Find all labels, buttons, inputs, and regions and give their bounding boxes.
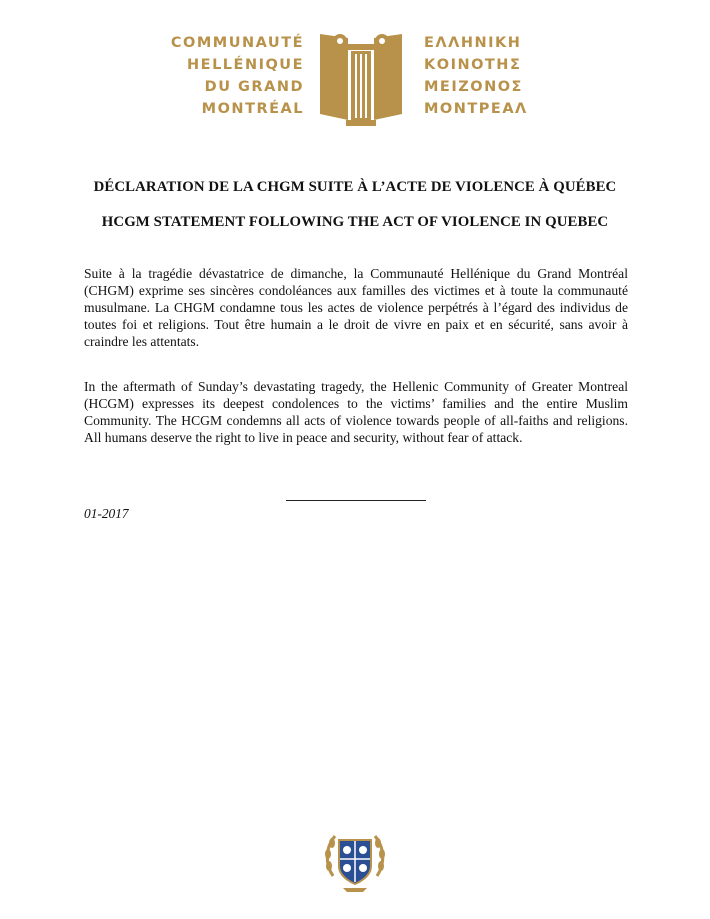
- letterhead-line: DU GRAND: [204, 79, 304, 95]
- english-title: HCGM STATEMENT FOLLOWING THE ACT OF VIOLENCE IN QUEBEC: [101, 214, 609, 230]
- document-date: 01-2017: [84, 506, 129, 521]
- letterhead-line: HELLÉNIQUE: [187, 57, 304, 73]
- letterhead-line: ΕΛΛΗΝΙΚΗ: [424, 35, 522, 51]
- letterhead-greek-name: [424, 32, 528, 120]
- french-title: DÉCLARATION DE LA CHGM SUITE À L’ACTE DE VIOLENCE À QUÉBEC: [93, 179, 617, 195]
- letterhead-line: COMMUNAUTÉ: [170, 35, 304, 51]
- ionic-column-book-icon: [318, 24, 404, 128]
- laurel-crest-seal-icon: [323, 826, 387, 894]
- letterhead-line: ΚΟΙΝΟΤΗΣ: [424, 57, 522, 73]
- letterhead-french-name: [171, 32, 304, 120]
- letterhead: [0, 22, 710, 132]
- english-statement: In the aftermath of Sunday’s devastating tragedy, the Hellenic Community of Greater Montreal (HCGM) expresses its deepest condolences to the victims’ families and the entire Muslim Community. The HCGM condemns all acts of violence towards people of all-faiths and religions. All humans deserve the right to live in peace and security, without fear of attack.: [84, 379, 628, 445]
- letterhead-line: ΜΕΙΖΟΝΟΣ: [424, 79, 523, 95]
- signature-line: [286, 500, 426, 501]
- french-statement: Suite à la tragédie dévastatrice de dimanche, la Communauté Hellénique du Grand Montréal (CHGM) exprime ses sincères condoléances aux familles des victimes et à toute la communauté musulmane. La CHGM condamne tous les actes de violence perpétrés à l’égard des individus de toutes foi et religions. Tout être humain a le droit de vivre en paix et en sécurité, sans avoir à craindre les attentats.: [84, 266, 628, 349]
- letterhead-line: MONTRÉAL: [201, 101, 304, 117]
- letterhead-line: ΜΟΝΤΡΕΑΛ: [424, 101, 528, 117]
